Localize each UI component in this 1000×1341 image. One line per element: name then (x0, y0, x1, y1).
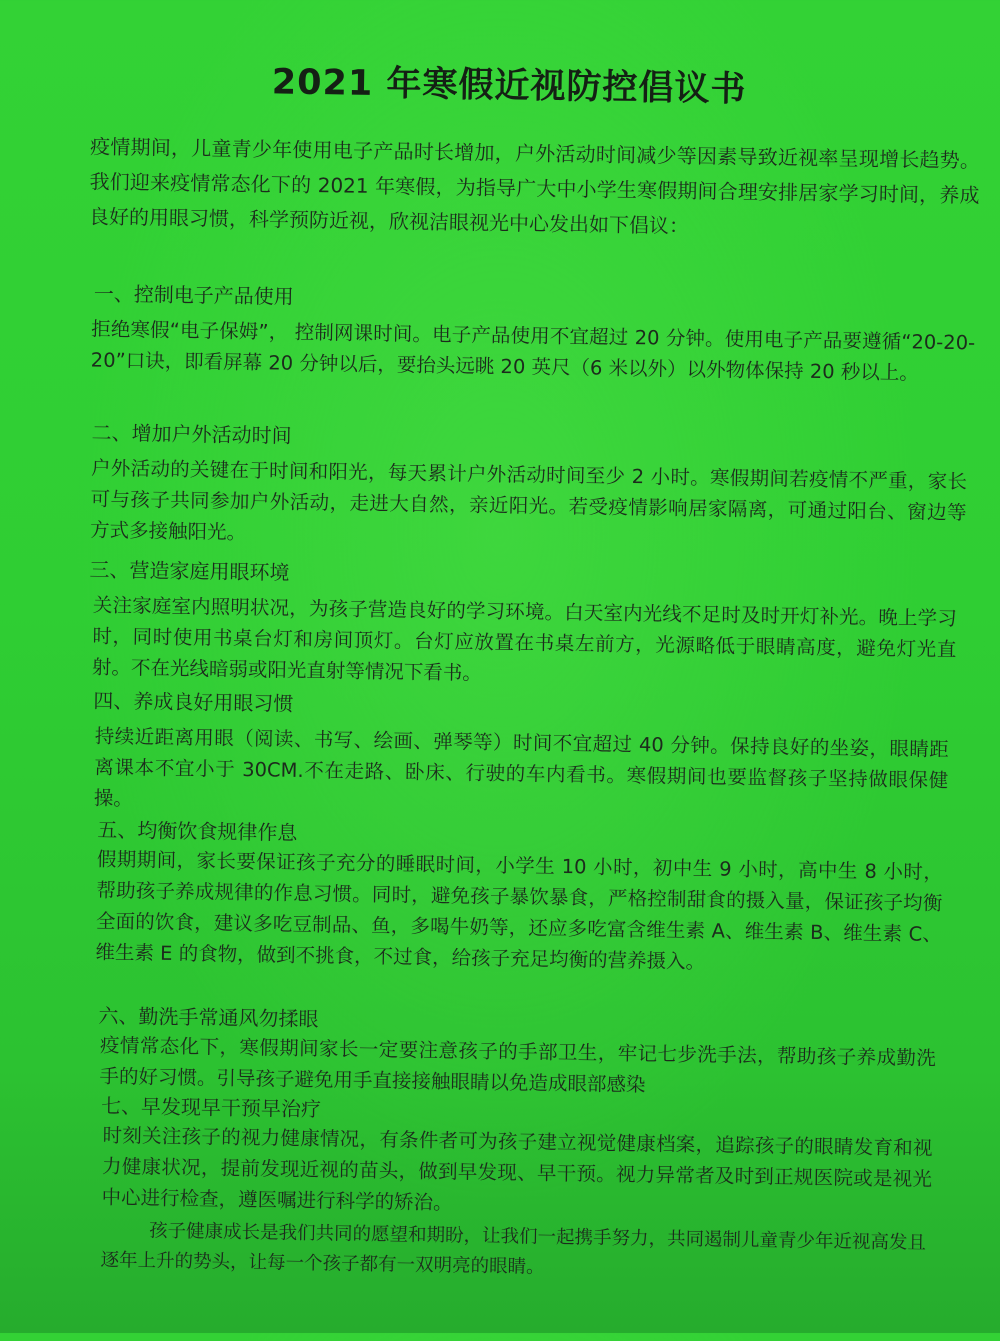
section-2-heading: 二、增加户外活动时间 (91, 420, 292, 448)
section-7-body: 时刻关注孩子的视力健康情况，有条件者可为孩子建立视觉健康档案，追踪孩子的眼睛发育和视力健康状况，提前发现近视的苗头，做到早发现、早干预。视力异常者及时到正规医院或是视光中心进行检查，遵医嘱进行科学的矫治。 (101, 1123, 933, 1215)
section-5-body: 假期期间，家长要保证孩子充分的睡眠时间，小学生 10 小时，初中生 9 小时，高中生 8 小时，帮助孩子养成规律的作息习惯。同时，避免孩子暴饮暴食，严格控制甜食的摄入量，保证孩子均衡全面的饮食，建议多吃豆制品、鱼，多喝牛奶等，还应多吃富含维生素 A、维生素 B、维生素 C、维生素 E 的食物，做到不挑食，不过食，给孩子充足均衡的营养摄入。 (95, 847, 943, 974)
section-1-body: 拒绝寒假“电子保姆”， 控制网课时间。电子产品使用不宜超过 20 分钟。使用电子产品要遵循“20-20-20”口诀，即看屏幕 20 分钟以后，要抬头远眺 20 英尺（6 米以外）以外物体保持 20 秒以上。 (90, 317, 976, 385)
section-7-heading: 七、早发现早干预早治疗 (100, 1093, 322, 1122)
section-3-body: 关注家庭室内照明状况，为孩子营造良好的学习环境。白天室内光线不足时及时开灯补光。晚上学习时，同时使用书桌台灯和房间顶灯。台灯应放置在书桌左前方，光源略低于眼睛高度，避免灯光直射。不在光线暗弱或阳光直射等情况下看书。 (91, 593, 957, 685)
section-5-heading: 五、均衡饮食规律作息 (97, 817, 298, 845)
section-4-body: 持续近距离用眼（阅读、书写、绘画、弹琴等）时间不宜超过 40 分钟。保持良好的坐姿，眼睛距离课本不宜小于 30CM.不在走路、卧床、行驶的车内看书。寒假期间也要监督孩子坚持做眼保健操。 (93, 724, 949, 811)
section-2-body: 户外活动的关键在于时间和阳光，每天累计户外活动时间至少 2 小时。寒假期间若疫情不严重，家长可与孩子共同参加户外活动，走进大自然，亲近阳光。若受疫情影响居家隔离，可通过阳台、窗边等方式多接触阳光。 (89, 456, 968, 544)
section-6-heading: 六、勤洗手常通风勿揉眼 (98, 1003, 319, 1032)
section-3-heading: 三、营造家庭用眼环境 (89, 557, 290, 585)
document-title: 2021 年寒假近视防控倡议书 (271, 62, 747, 110)
section-4-heading: 四、养成良好用眼习惯 (93, 688, 294, 716)
closing-paragraph: 孩子健康成长是我们共同的愿望和期盼，让我们一起携手努力，共同遏制儿童青少年近视高发且逐年上升的势头，让每一个孩子都有一双明亮的眼睛。 (100, 1220, 927, 1278)
section-1-heading: 一、控制电子产品使用 (93, 281, 294, 309)
section-6-body: 疫情常态化下，寒假期间家长一定要注意孩子的手部卫生，牢记七步洗手法，帮助孩子养成勤洗手的好习惯。引导孩子避免用手直接接触眼睛以免造成眼部感染 (99, 1033, 937, 1097)
intro-paragraph: 疫情期间，儿童青少年使用电子产品时长增加，户外活动时间减少等因素导致近视率呈现增长趋势。我们迎来疫情常态化下的 2021 年寒假，为指导广大中小学生寒假期间合理安排居家学习时间，养成良好的用眼习惯，科学预防近视，欣视洁眼视光中心发出如下倡议： (88, 134, 981, 238)
